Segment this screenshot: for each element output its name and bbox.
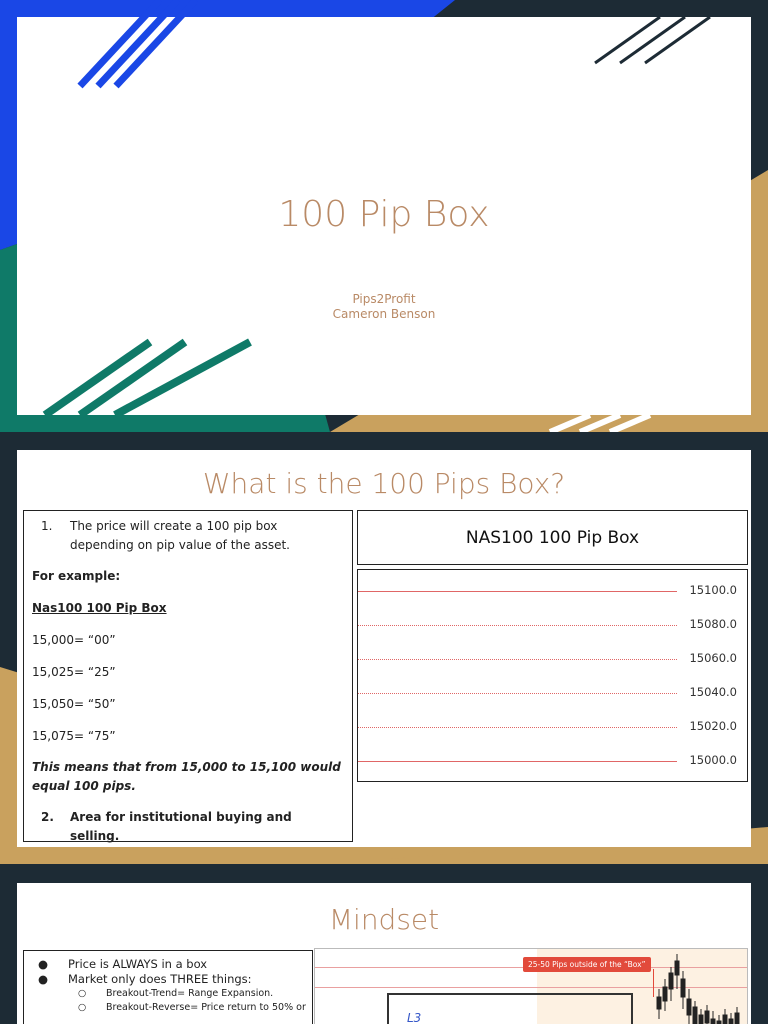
example-label: For example: [32,569,121,583]
slide-3 [0,864,768,1024]
price-levels [358,570,747,781]
slide-1-title: 100 Pip Box [278,194,490,235]
sub-bullet-1-text: Breakout-Trend= Range Expansion. [106,988,274,999]
price-level-label: 15060.0 [689,651,737,665]
slide-2 [0,432,768,864]
price-level-label: 15100.0 [689,583,737,597]
conclusion-text: This means that from 15,000 to 15,100 would equal 100 pips. [32,760,341,793]
bullet-dot: ● [38,972,49,986]
explanation-box [23,510,353,842]
sub-bullet-2 [38,1001,312,1015]
pip-box-chart [357,569,748,782]
price-level-line [358,591,677,592]
slide-1 [0,0,768,432]
price-level-label: 15020.0 [689,719,737,733]
sub-bullet-circle: ○ [78,988,87,999]
example-line-4: 15,075= “75” [32,729,116,743]
price-level-line [358,659,677,660]
slide-1-subtitle-line2: Cameron Benson [332,307,436,321]
chart-title: NAS100 100 Pip Box [465,527,640,548]
example-line-1: 15,000= “00” [32,633,116,647]
chart-title-box [357,510,748,565]
price-level-label: 15040.0 [689,685,737,699]
price-level-line [358,727,677,728]
price-level-label: 15000.0 [689,753,737,767]
sub-bullet-2-text: Breakout-Reverse= Price return to 50% or [106,1002,306,1013]
bullet-1 [38,957,312,972]
mindset-text-box [23,950,313,1024]
example-heading: Nas100 100 Pip Box [32,601,167,615]
bullet-2-text: Market only does THREE things: [68,972,252,986]
price-level-line [358,625,677,626]
sub-bullet-circle: ○ [78,1002,87,1013]
bullet-1-text: Price is ALWAYS in a box [68,957,208,971]
slide-1-subtitle-line1: Pips2Profit [352,292,416,306]
price-level-line [358,693,677,694]
bullet-dot: ● [38,957,49,971]
callout-label: 25-50 Pips outside of the “Box” [523,957,651,972]
example-line-3: 15,050= “50” [32,697,116,711]
list-item-2 [32,808,344,846]
price-level-line [358,761,677,762]
price-level-label: 15080.0 [689,617,737,631]
range-box [387,993,633,1024]
list-item-2-text: Area for institutional buying and selling. [70,810,292,843]
candlestick-series [651,949,748,1024]
list-item-1-text: The price will create a 100 pip box depending on pip value of the asset. [70,519,290,552]
example-line-2: 15,025= “25” [32,665,116,679]
list-item-1 [32,517,344,555]
mindset-chart [314,948,748,1024]
list-item-2-number: 2. [41,810,54,824]
bullet-2 [38,972,312,987]
slide-3-title: Mindset [328,903,440,936]
chart-label-l3: L3 [407,1011,422,1024]
list-item-1-number: 1. [41,519,53,533]
slide-2-title: What is the 100 Pips Box? [202,467,566,500]
sub-bullet-1 [38,987,312,1001]
